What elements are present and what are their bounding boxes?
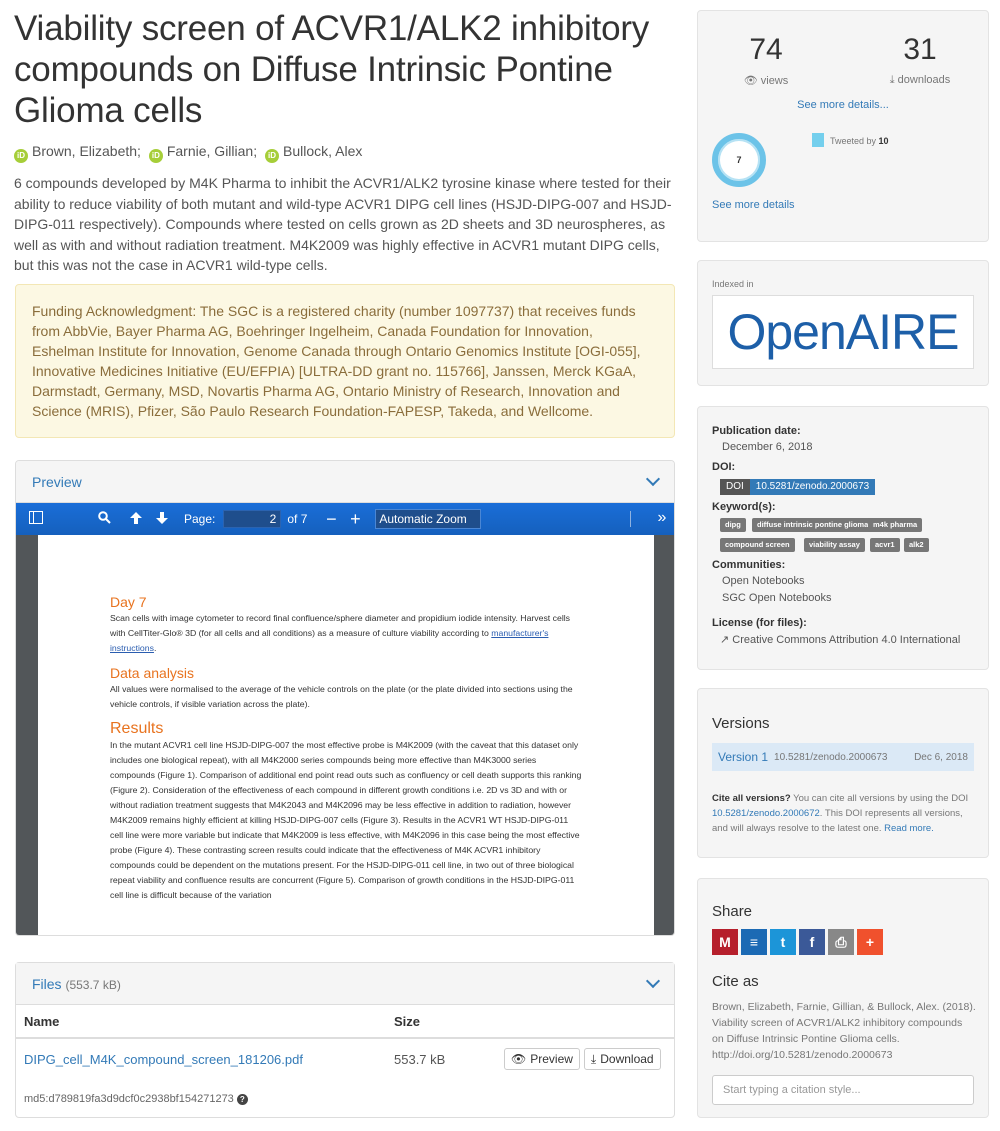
more-tools-icon[interactable]: » [657,509,667,526]
share-heading: Share [712,903,753,920]
communities-label: Communities: [712,559,786,571]
help-icon[interactable]: ? [237,1094,248,1105]
manufacturer-link[interactable]: manufacturer's instructions [110,628,549,653]
doc-heading-analysis: Data analysis [110,665,195,681]
file-size: 553.7 kB [394,1051,446,1067]
indexed-panel [697,260,989,386]
files-header[interactable] [16,963,674,1005]
zoom-select[interactable]: Automatic Zoom [375,509,481,529]
toolbar-divider [630,511,631,527]
eye-icon: 👁 [743,75,758,87]
page-total: of 7 [287,512,308,526]
download-icon: ⤓ [590,1051,597,1066]
cite-all-versions: Cite all versions? You can cite all versions by using the DOI 10.5281/zenodo.2000672. This DOI represents all versions, and will always resolve to the latest one. Read more. [712,793,969,834]
print-share-icon[interactable]: ⎙ [828,929,854,955]
keyword-tag[interactable]: compound screen [720,538,795,552]
version-row[interactable] [712,743,974,771]
table-row [16,1039,674,1079]
chevron-down-icon[interactable] [646,472,660,486]
metadata-panel [697,406,989,670]
downloads-count: 31 [903,33,937,66]
twitter-bar-icon [812,133,824,147]
table-header [16,1005,674,1039]
versions-panel [697,688,989,858]
versions-heading: Versions [712,715,770,732]
openaire-logo[interactable]: OpenAIRE [712,295,974,369]
keyword-tag[interactable]: alk2 [904,538,929,552]
external-link-icon: ↗ [720,634,730,646]
chevron-down-icon[interactable] [646,974,660,988]
views-count: 74 [749,33,783,66]
md5-checksum: md5:d789819fa3d9dcf0c2938bf154271273 ? [24,1093,248,1105]
keyword-tag[interactable]: dipg [720,518,746,532]
preview-panel [15,460,675,936]
doc-analysis-text: All values were normalised to the average of the vehicle controls on the plate (or the plate divided into sections using the vehicle controls, if visible variation across the plate). [110,684,573,709]
page-label: Page: [184,512,216,526]
pub-date: December 6, 2018 [722,441,813,453]
license-link[interactable]: ↗ Creative Commons Attribution 4.0 International [720,634,961,646]
author-link[interactable]: Bullock, Alex [283,143,363,159]
keyword-tag[interactable]: diffuse intrinsic pontine glioma [752,518,873,532]
facebook-share-icon[interactable]: f [799,929,825,955]
files-table [16,1005,674,1079]
search-icon[interactable] [96,511,112,527]
col-size-header: Size [394,1013,421,1029]
list-share-icon[interactable]: ≡ [741,929,767,955]
twitter-share-icon[interactable]: t [770,929,796,955]
doc-results-text: In the mutant ACVR1 cell line HSJD-DIPG-007 the most effective probe is M4K2009 (with the caveat that this dataset only includes one biological repeat), with all M4K2000 series compounds being more effective than M4K3000 series compounds (Figure 1). Comparison of additional end point read outs such as confluency or cell death supports this ranking (Figure 2). Consideration of the effectiveness of each compound in different growth conditions i.e. 2D vs 3D and with or without radiation treatment suggests that M4K2043 and M4K2096 may be less effective in addition to radiation, however M4K2009 remains highly efficient at killing HSJD-DIPG-007 cells (Figure 3). Results in the ACVR1 WT HSJD-DIPG-011 cell line were more variable but indicate that M4K2009 is less effective, with M4K2096 in this case being the most effective probe (Figure 4). These contrasting screen results could indicate that the effectiveness of M4K ACVR1 inhibitory compounds could be dependent on the mutations present. For the HSJD-DIPG-011 cell line, in two out of three biological repeat viability and confluence results are concurrent (Figure 5). Comparison of growth conditions in the HSJD-DIPG-011 cell line is difficult because of the variation [110,740,582,900]
keyword-tag[interactable]: viability assay [804,538,865,552]
community-link[interactable]: SGC Open Notebooks [722,592,832,604]
author-link[interactable]: Farnie, Gillian; [166,143,258,159]
citation-text: Brown, Elizabeth, Farnie, Gillian, & Bullock, Alex. (2018). Viability screen of ACVR1/ALK2 inhibitory compounds on Diffuse Intrinsic Pontine Glioma cells. http://doi.org/10.5281/zenodo.2000673 [712,1001,976,1061]
doc-heading-day7: Day 7 [110,594,147,610]
download-icon: ⤓ [889,74,895,86]
eye-icon: 👁 [511,1052,527,1066]
mendeley-share-icon[interactable]: M [712,929,738,955]
sidebar-toggle-icon[interactable] [28,511,44,527]
community-link[interactable]: Open Notebooks [722,575,805,587]
file-preview-button[interactable]: 👁 Preview [504,1048,580,1070]
license-label: License (for files): [712,617,807,629]
keywords-label: Keyword(s): [712,501,776,513]
concept-doi-link[interactable]: 10.5281/zenodo.2000672 [712,808,820,819]
more-share-icon[interactable]: + [857,929,883,955]
zoom-out-icon[interactable]: − [326,508,337,529]
altmetric-details-link[interactable]: See more details [712,199,795,211]
orcid-icon[interactable]: iD [265,149,279,163]
zoom-in-icon[interactable]: + [350,508,361,529]
downloads-label: ⤓ downloads [889,74,951,86]
tweeted-by: Tweeted by 10 [812,133,889,147]
share-panel [697,878,989,1118]
views-label: 👁 views [743,75,789,87]
version-doi: 10.5281/zenodo.2000673 [774,751,888,763]
pdf-page [38,535,654,936]
pub-date-label: Publication date: [712,425,801,437]
doi-badge[interactable]: DOI 10.5281/zenodo.2000673 [720,479,875,495]
cite-heading: Cite as [712,973,759,990]
version-date: Dec 6, 2018 [914,751,968,763]
preview-title: Preview [32,473,82,490]
keyword-tag[interactable]: m4k pharma [868,518,922,532]
doi-label: DOI: [712,461,736,473]
files-panel [15,962,675,1118]
keyword-tag[interactable]: acvr1 [870,538,900,552]
author-list [14,143,366,163]
author-link[interactable]: Brown, Elizabeth; [32,143,141,159]
page-title: Viability screen of ACVR1/ALK2 inhibitory compounds on Diffuse Intrinsic Pontine Glioma cells [14,9,650,130]
previous-page-icon[interactable] [128,511,144,528]
doc-day7-text: Scan cells with image cytometer to record final confluence/sphere diameter and propidium iodide intensity. Harvest cells with CellTiter-Glo® 3D (for all cells and all conditions) as a measure of culture viability according to manufacturer's instructions. [110,613,571,653]
orcid-icon[interactable]: iD [14,149,28,163]
next-page-icon[interactable] [154,511,170,528]
stats-panel [697,10,989,242]
doc-heading-results: Results [110,720,164,737]
indexed-label: Indexed in [712,279,754,289]
altmetric-badge[interactable]: 7 [712,133,766,187]
read-more-link[interactable]: Read more. [884,823,934,834]
funding-acknowledgment: Funding Acknowledgment: The SGC is a registered charity (number 1097737) that receives funds from AbbVie, Bayer Pharma AG, Boehringer Ingelheim, Canada Foundation for Innovation, Eshelman Institute for Innovation, Genome Canada through Ontario Genomics Institute [OGI-055], Innovative Medicines Initiative (EU/EFPIA) [ULTRA-DD grant no. 115766], Janssen, Merck KGaA, Darmstadt, Germany, MSD, Novartis Pharma AG, Ontario Ministry of Research, Innovation and Science (MRIS), Pfizer, São Paulo Research Foundation-FAPESP, Takeda, and Wellcome. [15,284,675,438]
pdf-toolbar [16,503,674,535]
file-link[interactable]: DIPG_cell_M4K_compound_screen_181206.pdf [24,1051,303,1067]
see-more-details-link[interactable]: See more details... [797,99,889,111]
orcid-icon[interactable]: iD [149,149,163,163]
preview-header[interactable] [16,461,674,503]
citation-style-input[interactable]: Start typing a citation style... [712,1075,974,1105]
file-download-button[interactable]: ⤓ Download [584,1048,661,1070]
record-description: 6 compounds developed by M4K Pharma to inhibit the ACVR1/ALK2 tyrosine kinase where tested for their ability to reduce viability of both mutant and wild-type ACVR1 DIPG cell lines (HSJD-DIPG-007 and HSJD-DIPG-011 respectively). Compounds where tested on cells grown as 2D sheets and 3D neurospheres, as well as with and without radiation treatment. M4K2009 was highly effective in ACVR1 mutant DIPG cells, but this was not the case in ACVR1 wild-type cells. [14,175,672,273]
page-number-input[interactable]: 2 [223,510,281,528]
version-link[interactable]: Version 1 [718,750,769,764]
col-name-header: Name [24,1013,60,1029]
pdf-viewer[interactable] [16,535,674,936]
files-title: Files (553.7 kB) [32,975,121,992]
